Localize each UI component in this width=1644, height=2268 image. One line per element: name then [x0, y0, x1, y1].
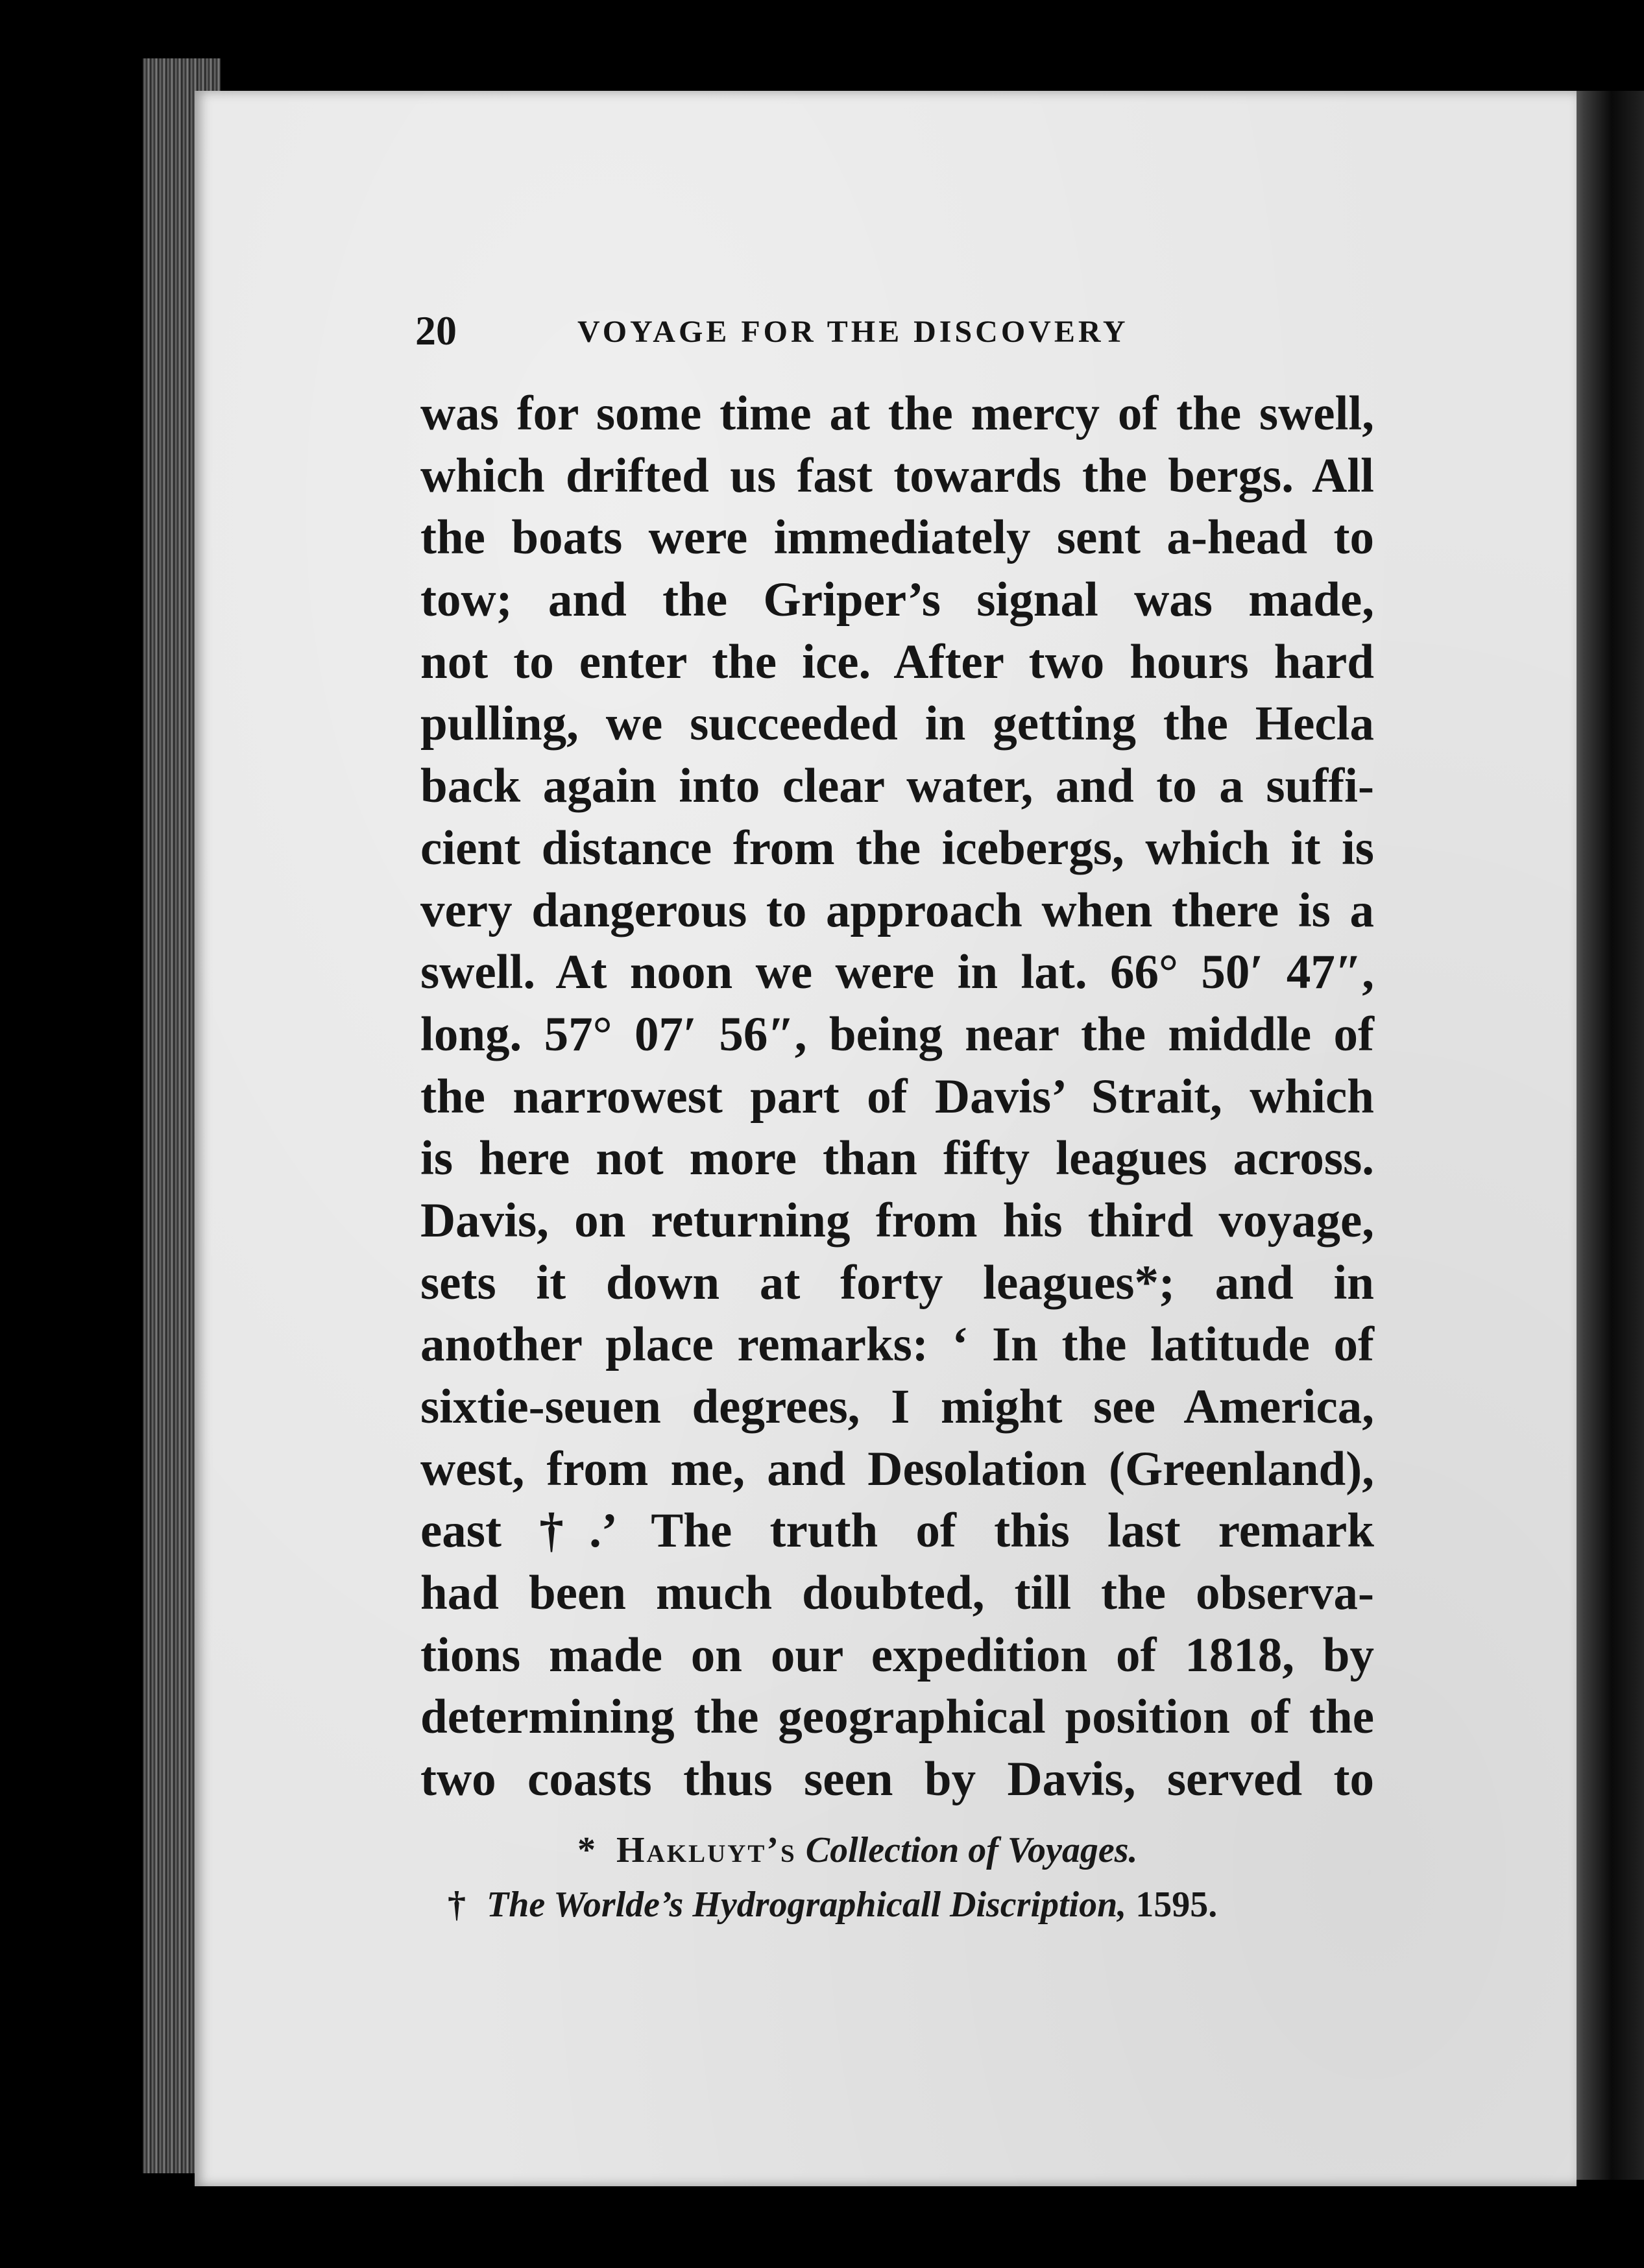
text-line: tions made on our expedition of 1818, by [420, 1628, 1374, 1682]
text-line: pulling, we succeeded in getting the Hecla [420, 697, 1374, 751]
text-line: back again into clear water, and to a suffi- [420, 759, 1374, 814]
text-line: swell. At noon we were in lat. 66° 50′ 47″, [420, 945, 1374, 1000]
text-line: is here not more than fifty leagues across. [420, 1131, 1374, 1186]
footnote-2 [448, 1877, 1375, 1932]
text-line: not to enter the ice. After two hours hard [420, 634, 1374, 689]
text-line: tow; and the Griper’s signal was made, [420, 573, 1374, 627]
text-line: cient distance from the icebergs, which it is [420, 821, 1374, 875]
footnote-author: Hakluyt’s [616, 1830, 797, 1870]
text-line: east †.’ The truth of this last remark [420, 1504, 1374, 1558]
text-line: west, from me, and Desolation (Greenland), [420, 1442, 1374, 1496]
text-line: Davis, on returning from his third voyage, [420, 1193, 1374, 1248]
footnote-title: Collection of Voyages. [805, 1830, 1138, 1870]
footnote-year: 1595. [1135, 1885, 1218, 1925]
text-line: sixtie-seuen degrees, I might see America, [420, 1380, 1374, 1434]
text-line: another place remarks: ‘ In the latitude of [420, 1318, 1374, 1372]
text-line: was for some time at the mercy of the swell, [420, 387, 1374, 440]
running-head: VOYAGE FOR THE DISCOVERY [577, 315, 1129, 349]
text-line: sets it down at forty leagues*; and in [420, 1255, 1374, 1310]
page-number: 20 [415, 308, 457, 354]
text-line: had been much doubted, till the observa- [420, 1566, 1374, 1621]
page-header [415, 305, 1388, 357]
text-line: two coasts thus seen by Davis, served to [420, 1752, 1374, 1807]
text-line: which drifted us fast towards the bergs. All [420, 448, 1374, 503]
body-text [420, 383, 1374, 1811]
footnote-mark: † [448, 1885, 466, 1925]
text-line: the boats were immediately sent a-head to [420, 511, 1374, 565]
footnote-title: The Worlde’s Hydrographicall Discription, [487, 1885, 1127, 1925]
footnote-1 [448, 1823, 1375, 1877]
text-line: very dangerous to approach when there is a [420, 883, 1374, 937]
text-line: the narrowest part of Davis’ Strait, which [420, 1069, 1374, 1124]
footnote-mark: * [577, 1830, 596, 1870]
text-line: long. 57° 07′ 56″, being near the middle of [420, 1007, 1374, 1061]
text-line: determining the geographical position of the [420, 1690, 1374, 1744]
footnotes [448, 1823, 1375, 1932]
